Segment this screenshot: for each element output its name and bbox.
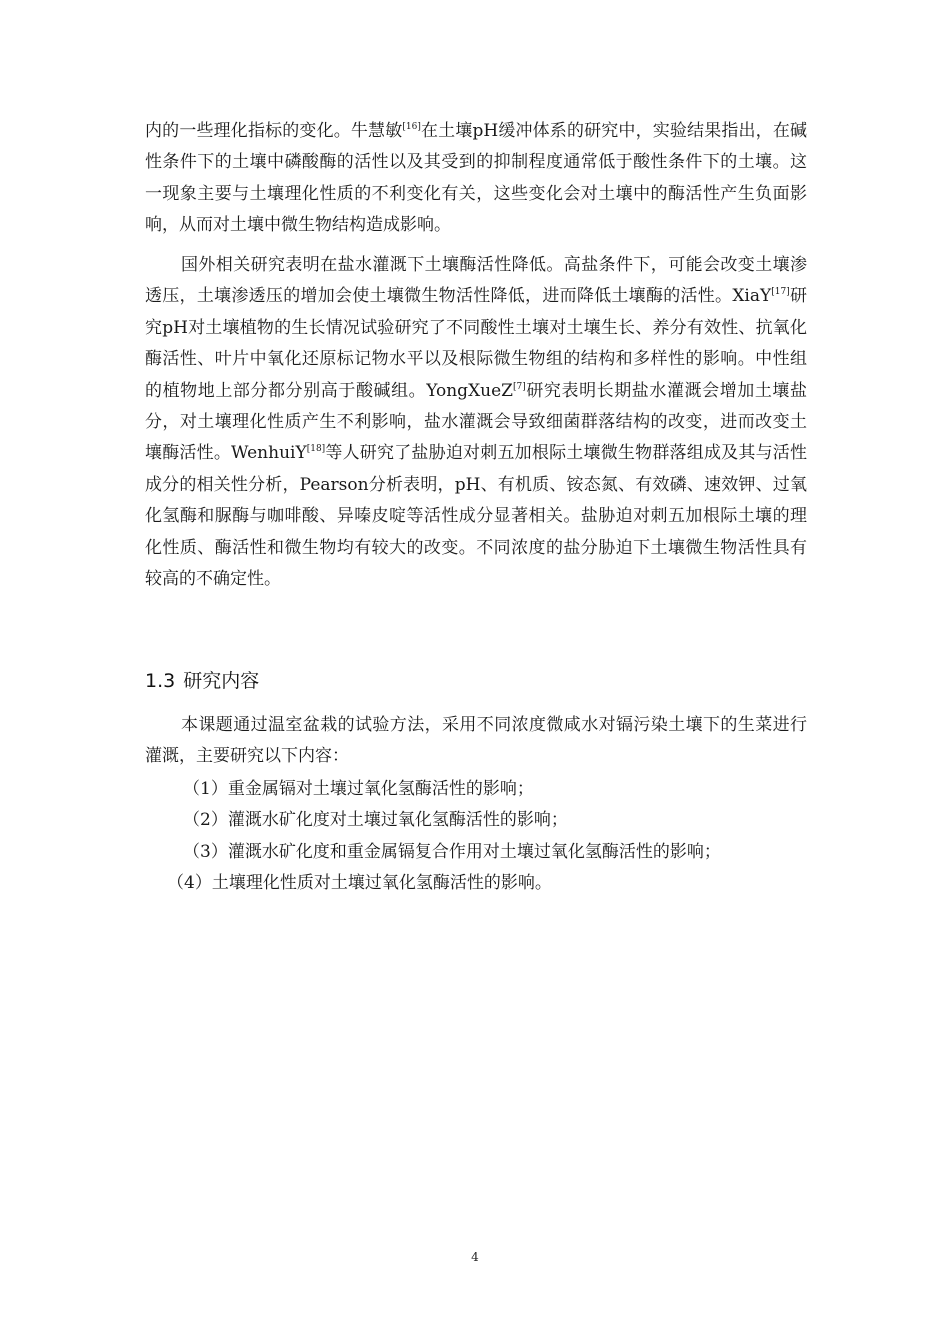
list-item: （2）灌溉水矿化度对土壤过氧化氢酶活性的影响； — [183, 810, 568, 831]
section-heading — [145, 666, 259, 696]
list-item: （1）重金属镉对土壤过氧化氢酶活性的影响； — [183, 779, 534, 799]
paragraph-research-intro: 本课题通过温室盆栽的试验方法，采用不同浓度微咸水对镉污染土壤下的生菜进行灌溉，主要研究以下内容： — [145, 715, 807, 767]
paragraph-text: 研究表明长期盐水灌溉会增加土壤盐分，对土壤理化性质产生不利影响，盐水灌溉会导致细菌群落结构的改变，进而改变土壤酶活性。WenhuiY — [145, 380, 808, 464]
page-number: 4 — [471, 1250, 479, 1264]
paragraph-text: 等人研究了盐胁迫对刺五加根际土壤微生物群落组成及其与活性成分的相关性分析，Pearson分析表明，pH、有机质、铵态氮、有效磷、速效钾、过氧化氢酶和脲酶与咖啡酸、异嗪皮啶等活性成分显著相关。盐胁迫对刺五加根际土壤的理化性质、酶活性和微生物均有较大的改变。不同浓度的盐分胁迫下土壤微生物活性具有较高的不确定性。 — [145, 443, 808, 590]
paragraph-soil-ph-buffer — [145, 116, 807, 242]
list-item: （4）土壤理化性质对土壤过氧化氢酶活性的影响。 — [167, 873, 552, 894]
citation-ref: [18] — [306, 444, 326, 455]
section-number: 1.3 — [145, 670, 176, 692]
citation-ref: [16] — [402, 122, 421, 132]
research-content-list — [145, 774, 825, 900]
section-title: 研究内容 — [183, 670, 260, 692]
citation-ref: [7] — [513, 381, 526, 392]
paragraph-text: 在土壤pH缓冲体系的研究中，实验结果指出，在碱性条件下的土壤中磷酸酶的活性以及其受到的抑制程度通常低于酸性条件下的土壤。这一现象主要与土壤理化性质的不利变化有关，这些变化会对土壤中的酶活性产生负面影响，从而对土壤中微生物结构造成影响。 — [145, 121, 807, 236]
citation-ref: [17] — [771, 287, 790, 298]
paragraph-text: 国外相关研究表明在盐水灌溉下土壤酶活性降低。高盐条件下，可能会改变土壤渗透压，土壤渗透压的增加会使土壤微生物活性降低，进而降低土壤酶的活性。XiaY — [145, 255, 807, 307]
paragraph-foreign-research — [145, 250, 807, 595]
paragraph-text: 内的一些理化指标的变化。牛慧敏 — [145, 121, 403, 141]
paragraph-text: 研究pH对土壤植物的生长情况试验研究了不同酸性土壤对土壤生长、养分有效性、抗氧化酶活性、叶片中氧化还原标记物水平以及根际微生物组的结构和多样性的影响。中性组的植物地上部分都分别高于酸碱组。YongXueZ — [145, 286, 807, 401]
list-item: （3）灌溉水矿化度和重金属镉复合作用对土壤过氧化氢酶活性的影响； — [183, 841, 721, 862]
